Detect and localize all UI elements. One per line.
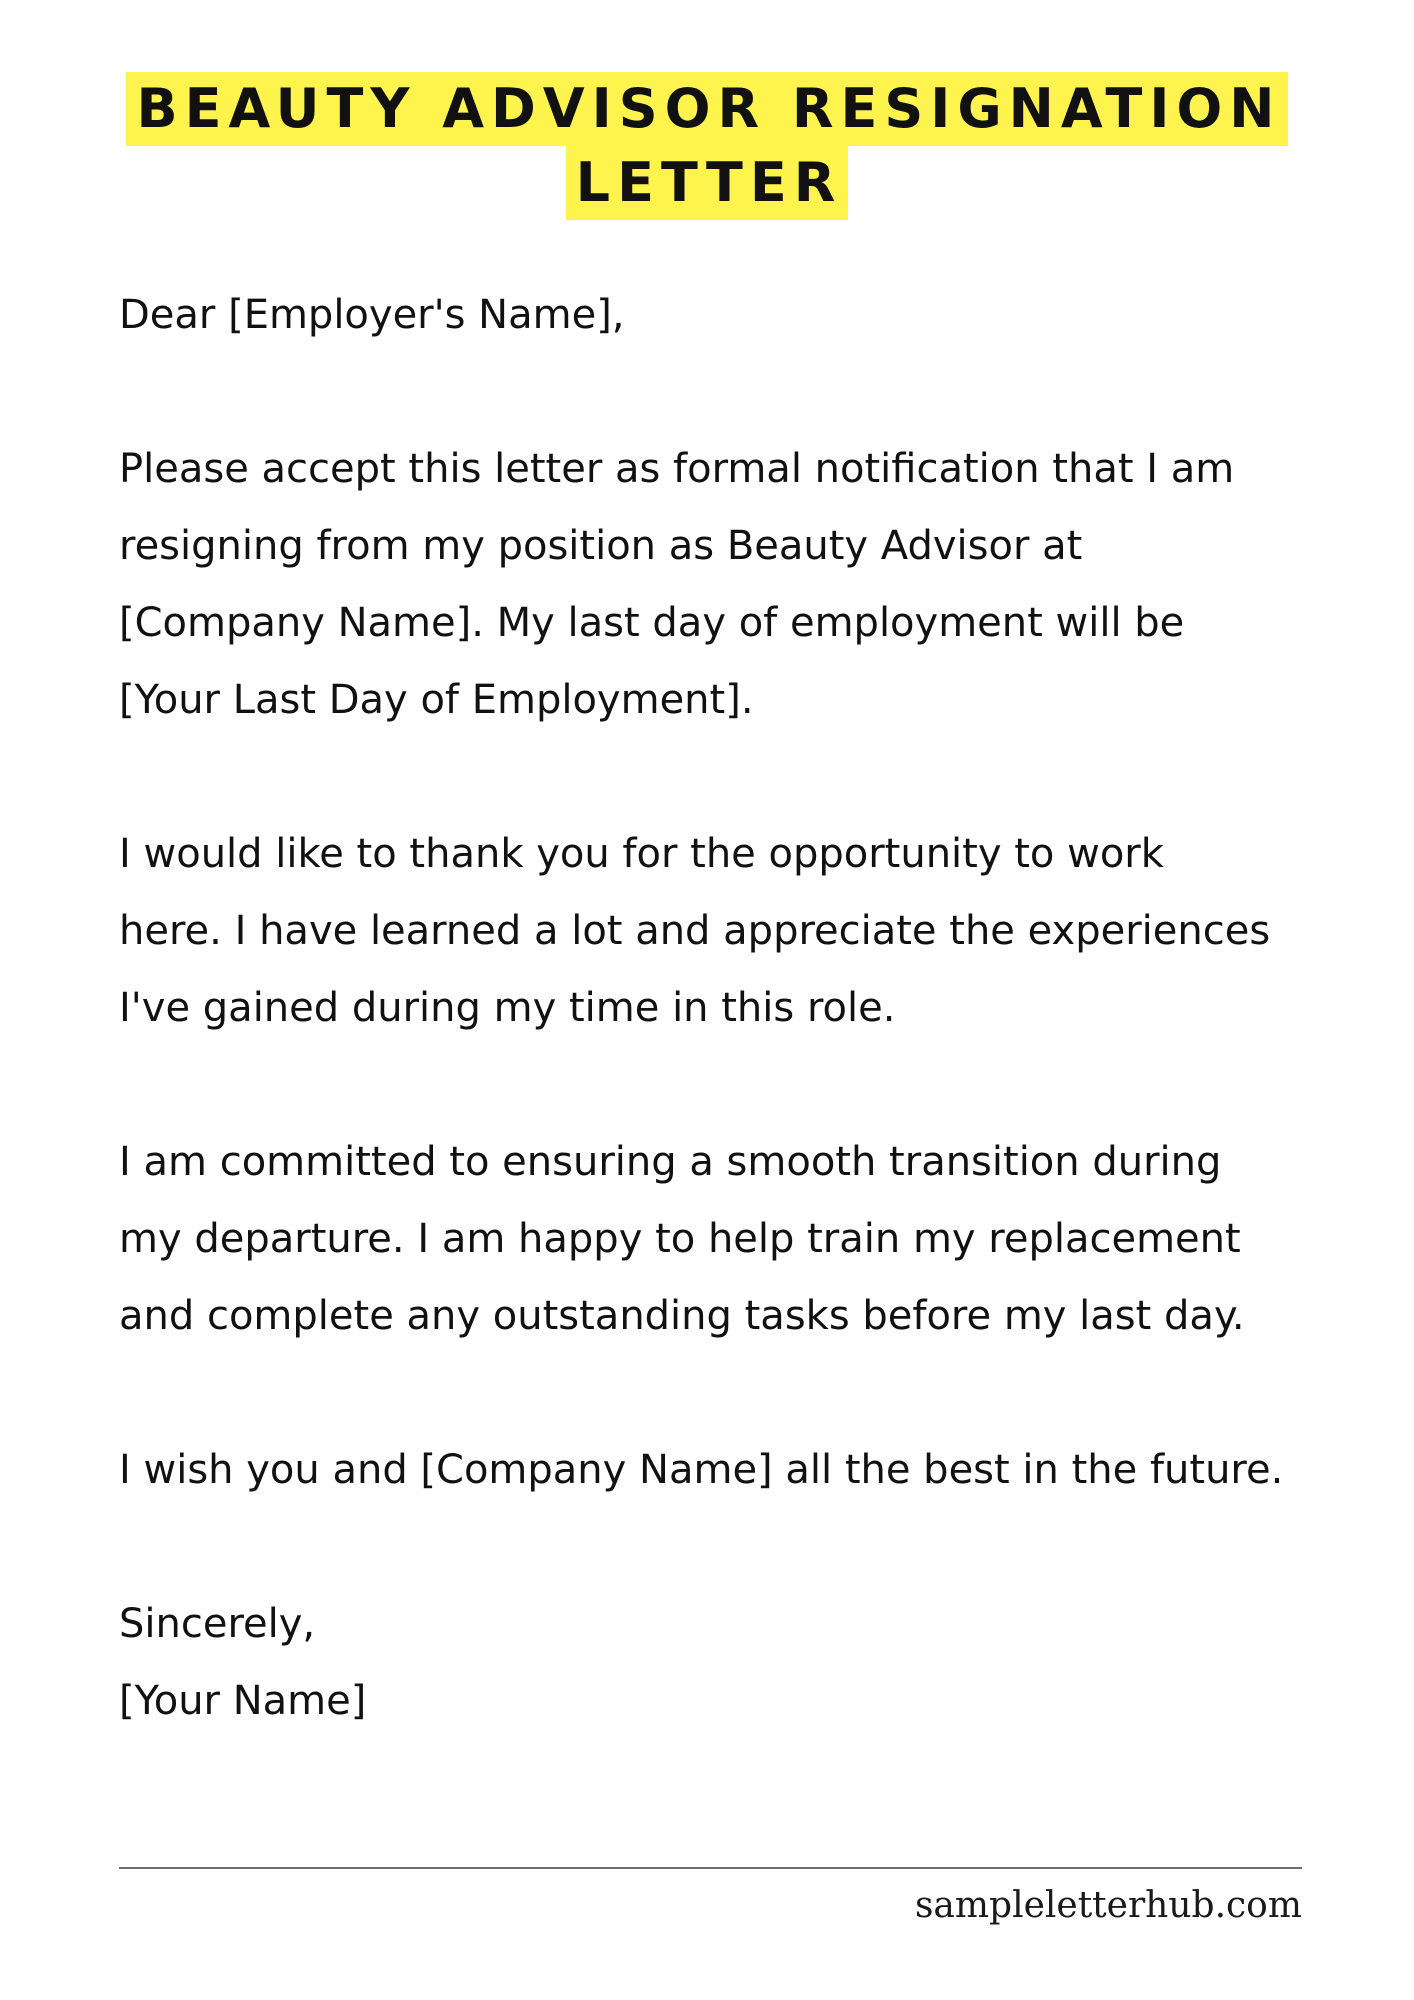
paragraph-1-line-4: [Your Last Day of Employment]. xyxy=(119,677,754,723)
paragraph-1 xyxy=(119,431,1359,739)
signature: [Your Name] xyxy=(119,1678,367,1724)
paragraph-2-line-3: I've gained during my time in this role. xyxy=(119,985,896,1031)
paragraph-1-line-2: resigning from my position as Beauty Advisor at xyxy=(119,523,1083,569)
title-line-1: BEAUTY ADVISOR RESIGNATION xyxy=(126,72,1287,146)
paragraph-2 xyxy=(119,816,1359,1047)
paragraph-1-line-3: [Company Name]. My last day of employment will be xyxy=(119,600,1185,646)
letter-title xyxy=(0,72,1414,220)
paragraph-3-line-3: and complete any outstanding tasks before my last day. xyxy=(119,1293,1245,1339)
title-line-2: LETTER xyxy=(566,146,849,220)
footer-site: sampleletterhub.com xyxy=(914,1885,1302,1926)
salutation: Dear [Employer's Name], xyxy=(119,292,625,338)
paragraph-2-line-1: I would like to thank you for the opportunity to work xyxy=(119,831,1164,877)
footer-divider xyxy=(119,1867,1302,1869)
paragraph-1-line-1: Please accept this letter as formal notification that I am xyxy=(119,446,1235,492)
closing: Sincerely, xyxy=(119,1601,316,1647)
paragraph-2-line-2: here. I have learned a lot and appreciate the experiences xyxy=(119,908,1271,954)
paragraph-3-line-2: my departure. I am happy to help train my replacement xyxy=(119,1216,1241,1262)
paragraph-4: I wish you and [Company Name] all the best in the future. xyxy=(119,1447,1284,1493)
paragraph-3-line-1: I am committed to ensuring a smooth transition during xyxy=(119,1139,1222,1185)
paragraph-3 xyxy=(119,1124,1359,1355)
letter-body xyxy=(119,277,1359,1740)
